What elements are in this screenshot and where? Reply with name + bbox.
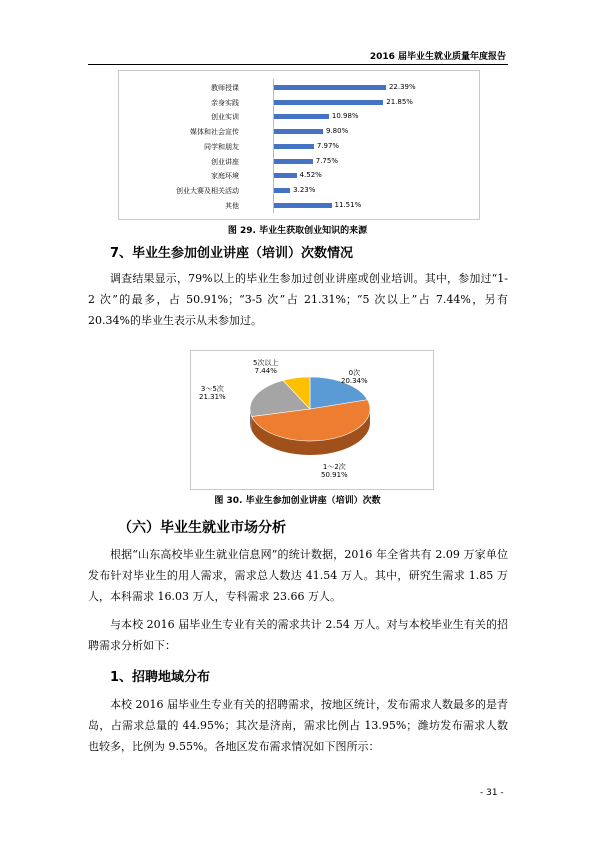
pie-slice-value: 20.34% <box>341 377 368 385</box>
section-1-heading: 1、招聘地域分布 <box>110 670 211 685</box>
figure-29-caption: 图 29. 毕业生获取创业知识的来源 <box>227 226 368 236</box>
pie-slice-value: 50.91% <box>321 471 348 479</box>
pie-slice-label <box>253 359 278 375</box>
pie-slice-category: 0次 <box>348 369 361 377</box>
bar-category-label: 亲身实践 <box>211 98 239 107</box>
pie-slice-value: 7.44% <box>254 367 277 375</box>
bar-value-label: 9.80% <box>326 127 349 136</box>
section-7-paragraph: 调查结果显示，79%以上的毕业生参加过创业讲座或创业培训。其中，参加过“1-2 次”的最多，占 50.91%；“3-5 次”占 21.31%；“5 次以上”占 7.44%，另有 20.34%的毕业生表示从未参加过。 <box>88 272 508 327</box>
bar-value-label: 7.97% <box>316 141 340 150</box>
bar-value-label: 22.39% <box>388 83 416 91</box>
bar-value-label: 4.52% <box>299 171 322 180</box>
bar-category-label: 教师授课 <box>211 84 239 92</box>
bar-value-label: 11.51% <box>334 200 362 209</box>
section-7-heading: 7、毕业生参加创业讲座（培训）次数情况 <box>110 246 354 261</box>
page-header <box>88 48 508 65</box>
bar <box>274 114 329 119</box>
bar-chart-entrepreneurship-knowledge-sources <box>118 70 480 220</box>
bar <box>274 129 323 134</box>
section-6-heading: （六）毕业生就业市场分析 <box>118 520 286 536</box>
bar <box>274 100 383 105</box>
bar-value-label: 7.75% <box>315 156 338 165</box>
bar <box>274 144 314 149</box>
page-number: - 31 - <box>480 788 504 798</box>
pie-chart-svg <box>191 351 433 489</box>
bar-category-label: 家庭环境 <box>211 172 239 181</box>
bar-value-label: 3.23% <box>293 185 316 194</box>
bar <box>274 173 297 178</box>
bar-value-label: 10.98% <box>331 112 359 121</box>
pie-slice-category: 3～5次 <box>200 385 224 393</box>
bar <box>274 159 313 164</box>
pie-slice-category: 1～2次 <box>322 463 346 471</box>
section-1-paragraph: 本校 2016 届毕业生专业有关的招聘需求，按地区统计，发布需求人数最多的是青岛，占需求总量的 44.95%；其次是济南，需求比例占 13.95%；潍坊发布需求人数也较多，比例为 9.55%。各地区发布需求情况如下图所示： <box>88 698 508 753</box>
bar-category-label: 媒体和社会宣传 <box>190 128 239 137</box>
header-title: 2016 届毕业生就业质量年度报告 <box>369 52 506 62</box>
section-6-paragraph-1: 根据“山东高校毕业生就业信息网”的统计数据，2016 年全省共有 2.09 万家单位发布针对毕业生的用人需求，需求总人数达 41.54 万人。其中，研究生需求 1.85 万人，本科需求 16.03 万人，专科需求 23.66 万人。 <box>88 548 508 603</box>
pie-slice-label <box>321 463 348 479</box>
bar <box>274 203 332 208</box>
pie-slice-category: 5次以上 <box>253 359 279 367</box>
bar-category-label: 其他 <box>225 201 239 210</box>
bar <box>274 85 386 90</box>
bar-category-label: 创业讲座 <box>211 157 239 166</box>
pie-slice-label <box>341 369 368 385</box>
pie-slice-value: 21.31% <box>199 393 226 401</box>
pie-slice-label <box>199 385 226 401</box>
bar-category-label: 创业实训 <box>211 113 239 122</box>
section-6-paragraph-2: 与本校 2016 届毕业生专业有关的需求共计 2.54 万人。对与本校毕业生有关的招聘需求分析如下： <box>88 618 508 652</box>
bar <box>274 188 290 193</box>
bar-category-label: 同学和朋友 <box>204 142 239 151</box>
bar-category-label: 创业大赛及相关活动 <box>176 186 239 195</box>
figure-30-caption: 图 30. 毕业生参加创业讲座（培训）次数 <box>214 496 381 506</box>
bar-value-label: 21.85% <box>386 97 413 106</box>
pie-chart-lecture-attendance <box>190 350 434 490</box>
